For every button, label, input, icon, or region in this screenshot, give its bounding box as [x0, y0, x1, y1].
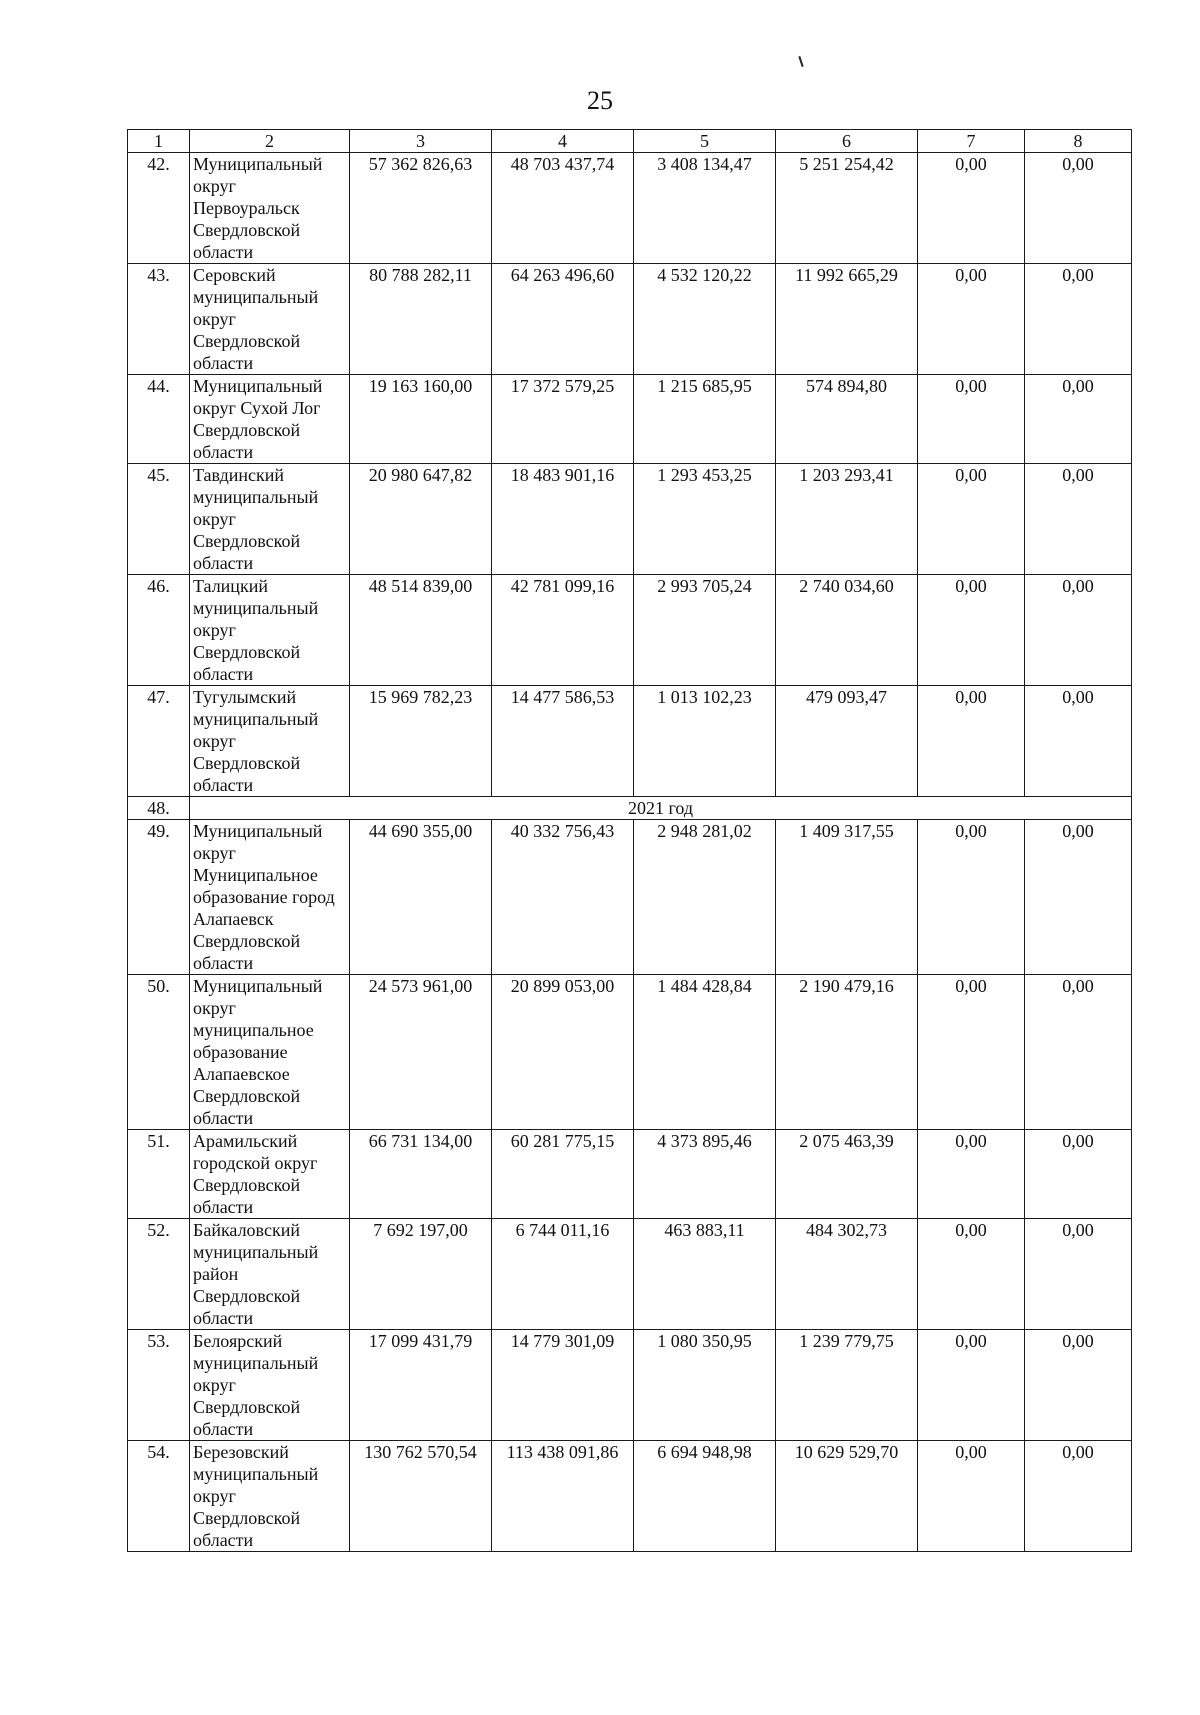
- amount-col-4: 20 899 053,00: [492, 975, 634, 1130]
- amount-col-6: 5 251 254,42: [776, 153, 918, 264]
- amount-col-5: 1 215 685,95: [634, 375, 776, 464]
- row-number: 47.: [128, 686, 190, 797]
- amount-col-7: 0,00: [918, 820, 1025, 975]
- table-row: [128, 264, 1132, 375]
- amount-col-4: 18 483 901,16: [492, 464, 634, 575]
- amount-col-3: 19 163 160,00: [350, 375, 492, 464]
- amount-col-4: 64 263 496,60: [492, 264, 634, 375]
- table-row: [128, 975, 1132, 1130]
- row-number: 48.: [128, 797, 190, 820]
- table-row: [128, 153, 1132, 264]
- amount-col-3: 24 573 961,00: [350, 975, 492, 1130]
- table-row: [128, 375, 1132, 464]
- amount-col-8: 0,00: [1025, 153, 1132, 264]
- amount-col-8: 0,00: [1025, 1441, 1132, 1552]
- amount-col-3: 57 362 826,63: [350, 153, 492, 264]
- municipality-name: Березовский муниципальный округ Свердловской области: [190, 1441, 350, 1552]
- amount-col-8: 0,00: [1025, 264, 1132, 375]
- amount-col-6: 484 302,73: [776, 1219, 918, 1330]
- amount-col-7: 0,00: [918, 1441, 1025, 1552]
- amount-col-8: 0,00: [1025, 1219, 1132, 1330]
- column-number: 2: [190, 130, 350, 153]
- amount-col-6: 1 239 779,75: [776, 1330, 918, 1441]
- table-row: [128, 464, 1132, 575]
- column-number-row: [128, 130, 1132, 153]
- table-row: [128, 1330, 1132, 1441]
- amount-col-6: 1 203 293,41: [776, 464, 918, 575]
- table-row: [128, 686, 1132, 797]
- amount-col-5: 3 408 134,47: [634, 153, 776, 264]
- amount-col-3: 7 692 197,00: [350, 1219, 492, 1330]
- amount-col-5: 4 532 120,22: [634, 264, 776, 375]
- amount-col-5: 1 293 453,25: [634, 464, 776, 575]
- amount-col-4: 40 332 756,43: [492, 820, 634, 975]
- row-number: 45.: [128, 464, 190, 575]
- municipality-name: Муниципальный округ муниципальное образование Алапаевское Свердловской области: [190, 975, 350, 1130]
- row-number: 49.: [128, 820, 190, 975]
- year-label: 2021 год: [190, 797, 1132, 820]
- amount-col-5: 6 694 948,98: [634, 1441, 776, 1552]
- amount-col-8: 0,00: [1025, 575, 1132, 686]
- row-number: 51.: [128, 1130, 190, 1219]
- municipality-name: Талицкий муниципальный округ Свердловской области: [190, 575, 350, 686]
- table-row: [128, 575, 1132, 686]
- amount-col-7: 0,00: [918, 975, 1025, 1130]
- amount-col-7: 0,00: [918, 264, 1025, 375]
- row-number: 53.: [128, 1330, 190, 1441]
- amount-col-3: 44 690 355,00: [350, 820, 492, 975]
- municipality-name: Тавдинский муниципальный округ Свердловской области: [190, 464, 350, 575]
- amount-col-6: 2 740 034,60: [776, 575, 918, 686]
- amount-col-4: 113 438 091,86: [492, 1441, 634, 1552]
- municipality-name: Муниципальный округ Первоуральск Свердловской области: [190, 153, 350, 264]
- row-number: 43.: [128, 264, 190, 375]
- municipality-name: Арамильский городской округ Свердловской области: [190, 1130, 350, 1219]
- amount-col-6: 2 190 479,16: [776, 975, 918, 1130]
- municipality-name: Муниципальный округ Сухой Лог Свердловской области: [190, 375, 350, 464]
- table-row: [128, 1441, 1132, 1552]
- row-number: 44.: [128, 375, 190, 464]
- amount-col-6: 479 093,47: [776, 686, 918, 797]
- column-number: 6: [776, 130, 918, 153]
- amount-col-3: 80 788 282,11: [350, 264, 492, 375]
- column-number: 8: [1025, 130, 1132, 153]
- amount-col-8: 0,00: [1025, 820, 1132, 975]
- amount-col-5: 2 993 705,24: [634, 575, 776, 686]
- amount-col-3: 15 969 782,23: [350, 686, 492, 797]
- column-number: 1: [128, 130, 190, 153]
- municipality-name: Муниципальный округ Муниципальное образование город Алапаевск Свердловской области: [190, 820, 350, 975]
- column-number: 7: [918, 130, 1025, 153]
- amount-col-7: 0,00: [918, 375, 1025, 464]
- amount-col-3: 20 980 647,82: [350, 464, 492, 575]
- amount-col-5: 2 948 281,02: [634, 820, 776, 975]
- table-row: [128, 1219, 1132, 1330]
- row-number: 46.: [128, 575, 190, 686]
- year-section-row: [128, 797, 1132, 820]
- row-number: 42.: [128, 153, 190, 264]
- amount-col-6: 10 629 529,70: [776, 1441, 918, 1552]
- amount-col-4: 42 781 099,16: [492, 575, 634, 686]
- amount-col-5: 1 013 102,23: [634, 686, 776, 797]
- amount-col-3: 48 514 839,00: [350, 575, 492, 686]
- amount-col-4: 48 703 437,74: [492, 153, 634, 264]
- amount-col-4: 14 477 586,53: [492, 686, 634, 797]
- table-row: [128, 1130, 1132, 1219]
- municipality-name: Серовский муниципальный округ Свердловской области: [190, 264, 350, 375]
- amount-col-8: 0,00: [1025, 464, 1132, 575]
- column-number: 3: [350, 130, 492, 153]
- amount-col-7: 0,00: [918, 686, 1025, 797]
- amount-col-5: 4 373 895,46: [634, 1130, 776, 1219]
- amount-col-8: 0,00: [1025, 1130, 1132, 1219]
- row-number: 54.: [128, 1441, 190, 1552]
- amount-col-7: 0,00: [918, 1219, 1025, 1330]
- column-number: 4: [492, 130, 634, 153]
- amount-col-5: 463 883,11: [634, 1219, 776, 1330]
- amount-col-3: 66 731 134,00: [350, 1130, 492, 1219]
- page-number: 25: [587, 86, 613, 115]
- budget-allocation-table: [127, 129, 1132, 1552]
- column-number: 5: [634, 130, 776, 153]
- row-number: 50.: [128, 975, 190, 1130]
- amount-col-4: 14 779 301,09: [492, 1330, 634, 1441]
- municipality-name: Байкаловский муниципальный район Свердловской области: [190, 1219, 350, 1330]
- amount-col-8: 0,00: [1025, 686, 1132, 797]
- amount-col-5: 1 484 428,84: [634, 975, 776, 1130]
- amount-col-7: 0,00: [918, 1130, 1025, 1219]
- amount-col-4: 60 281 775,15: [492, 1130, 634, 1219]
- amount-col-8: 0,00: [1025, 1330, 1132, 1441]
- amount-col-8: 0,00: [1025, 975, 1132, 1130]
- scan-artifact-mark: [798, 56, 803, 67]
- amount-col-7: 0,00: [918, 575, 1025, 686]
- amount-col-7: 0,00: [918, 464, 1025, 575]
- amount-col-7: 0,00: [918, 153, 1025, 264]
- table-row: [128, 820, 1132, 975]
- amount-col-3: 17 099 431,79: [350, 1330, 492, 1441]
- amount-col-6: 11 992 665,29: [776, 264, 918, 375]
- amount-col-5: 1 080 350,95: [634, 1330, 776, 1441]
- amount-col-6: 2 075 463,39: [776, 1130, 918, 1219]
- amount-col-6: 1 409 317,55: [776, 820, 918, 975]
- amount-col-4: 17 372 579,25: [492, 375, 634, 464]
- amount-col-6: 574 894,80: [776, 375, 918, 464]
- table-body: [128, 130, 1132, 1552]
- amount-col-4: 6 744 011,16: [492, 1219, 634, 1330]
- row-number: 52.: [128, 1219, 190, 1330]
- amount-col-8: 0,00: [1025, 375, 1132, 464]
- amount-col-7: 0,00: [918, 1330, 1025, 1441]
- amount-col-3: 130 762 570,54: [350, 1441, 492, 1552]
- municipality-name: Белоярский муниципальный округ Свердловской области: [190, 1330, 350, 1441]
- municipality-name: Тугулымский муниципальный округ Свердловской области: [190, 686, 350, 797]
